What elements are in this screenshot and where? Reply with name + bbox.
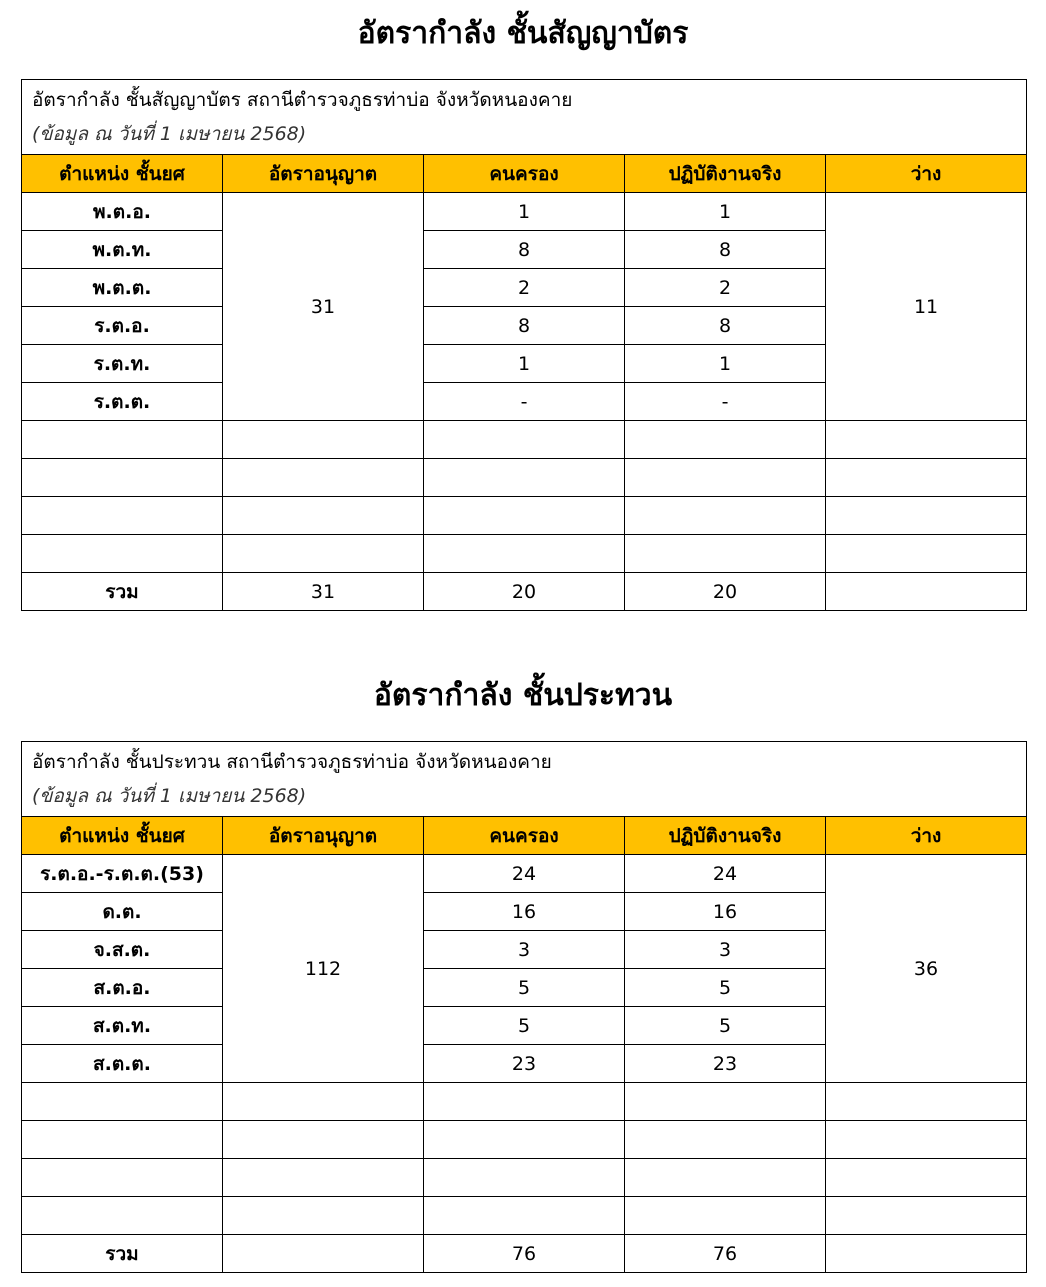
rank-cell: พ.ต.อ.: [22, 193, 223, 231]
empty-row: [22, 535, 1027, 573]
total-working: 20: [625, 573, 826, 611]
holding-cell: 23: [424, 1045, 625, 1083]
header-vacant: ว่าง: [826, 155, 1027, 193]
rank-cell: พ.ต.ท.: [22, 231, 223, 269]
working-cell: 24: [625, 855, 826, 893]
empty-cell: [424, 421, 625, 459]
empty-row: [22, 1197, 1027, 1235]
empty-cell: [424, 1121, 625, 1159]
holding-cell: 5: [424, 969, 625, 1007]
empty-row: [22, 1121, 1027, 1159]
working-cell: 5: [625, 1007, 826, 1045]
header-working: ปฏิบัติงานจริง: [625, 817, 826, 855]
holding-cell: 16: [424, 893, 625, 931]
empty-cell: [625, 1121, 826, 1159]
empty-row: [22, 421, 1027, 459]
empty-cell: [625, 535, 826, 573]
empty-cell: [223, 1159, 424, 1197]
total-allowed: [223, 1235, 424, 1273]
allowed-cell: 31: [223, 193, 424, 421]
rank-cell: จ.ส.ต.: [22, 931, 223, 969]
allowed-cell: 112: [223, 855, 424, 1083]
empty-cell: [223, 1121, 424, 1159]
empty-cell: [826, 421, 1027, 459]
header-row: [22, 155, 1027, 193]
holding-cell: 8: [424, 307, 625, 345]
vacant-cell: 36: [826, 855, 1027, 1083]
header-vacant: ว่าง: [826, 817, 1027, 855]
working-cell: 1: [625, 193, 826, 231]
empty-cell: [625, 421, 826, 459]
empty-cell: [22, 1197, 223, 1235]
total-vacant: [826, 1235, 1027, 1273]
empty-cell: [22, 497, 223, 535]
caption-date: (ข้อมูล ณ วันที่ 1 เมษายน 2568): [32, 785, 307, 807]
empty-cell: [826, 1159, 1027, 1197]
total-label: รวม: [22, 573, 223, 611]
empty-cell: [223, 497, 424, 535]
empty-cell: [826, 535, 1027, 573]
empty-cell: [424, 535, 625, 573]
working-cell: 16: [625, 893, 826, 931]
holding-cell: 5: [424, 1007, 625, 1045]
empty-cell: [625, 497, 826, 535]
empty-cell: [424, 1083, 625, 1121]
empty-cell: [424, 459, 625, 497]
noncommissioned-table: [21, 741, 1027, 1273]
empty-cell: [424, 497, 625, 535]
section-title-commissioned: อัตรากำลัง ชั้นสัญญาบัตร: [357, 16, 689, 51]
header-rank: ตำแหน่ง ชั้นยศ: [22, 155, 223, 193]
working-cell: 23: [625, 1045, 826, 1083]
header-holding: คนครอง: [424, 155, 625, 193]
rank-cell: ส.ต.ท.: [22, 1007, 223, 1045]
empty-cell: [223, 459, 424, 497]
section-title-noncommissioned: อัตรากำลัง ชั้นประทวน: [373, 678, 673, 713]
empty-cell: [826, 497, 1027, 535]
empty-cell: [223, 1083, 424, 1121]
table-caption-row: [22, 742, 1027, 817]
header-row: [22, 817, 1027, 855]
commissioned-table: [21, 79, 1027, 611]
total-label: รวม: [22, 1235, 223, 1273]
holding-cell: 8: [424, 231, 625, 269]
empty-cell: [22, 459, 223, 497]
rank-cell: ร.ต.อ.: [22, 307, 223, 345]
rank-cell: ร.ต.ท.: [22, 345, 223, 383]
header-allowed: อัตราอนุญาต: [223, 817, 424, 855]
holding-cell: 1: [424, 193, 625, 231]
header-rank: ตำแหน่ง ชั้นยศ: [22, 817, 223, 855]
empty-cell: [223, 421, 424, 459]
rank-cell: ส.ต.ต.: [22, 1045, 223, 1083]
table-row: [22, 855, 1027, 893]
holding-cell: 24: [424, 855, 625, 893]
empty-cell: [826, 1121, 1027, 1159]
vacant-cell: 11: [826, 193, 1027, 421]
header-allowed: อัตราอนุญาต: [223, 155, 424, 193]
working-cell: -: [625, 383, 826, 421]
empty-cell: [22, 1121, 223, 1159]
table-caption-row: [22, 80, 1027, 155]
total-holding: 20: [424, 573, 625, 611]
caption-text: อัตรากำลัง ชั้นประทวน สถานีตำรวจภูธรท่าบ่อ จังหวัดหนองคาย: [32, 751, 552, 773]
working-cell: 5: [625, 969, 826, 1007]
empty-cell: [223, 1197, 424, 1235]
holding-cell: 1: [424, 345, 625, 383]
caption-text: อัตรากำลัง ชั้นสัญญาบัตร สถานีตำรวจภูธรท่าบ่อ จังหวัดหนองคาย: [32, 89, 573, 111]
total-vacant: [826, 573, 1027, 611]
rank-cell: พ.ต.ต.: [22, 269, 223, 307]
empty-cell: [625, 459, 826, 497]
empty-cell: [826, 459, 1027, 497]
working-cell: 8: [625, 231, 826, 269]
empty-cell: [625, 1083, 826, 1121]
rank-cell: ร.ต.ต.: [22, 383, 223, 421]
rank-cell: ด.ต.: [22, 893, 223, 931]
empty-cell: [22, 535, 223, 573]
empty-cell: [625, 1197, 826, 1235]
empty-cell: [826, 1197, 1027, 1235]
rank-cell: ส.ต.อ.: [22, 969, 223, 1007]
header-working: ปฏิบัติงานจริง: [625, 155, 826, 193]
total-working: 76: [625, 1235, 826, 1273]
working-cell: 3: [625, 931, 826, 969]
holding-cell: 3: [424, 931, 625, 969]
table-row: [22, 193, 1027, 231]
working-cell: 8: [625, 307, 826, 345]
empty-cell: [22, 1083, 223, 1121]
empty-cell: [424, 1197, 625, 1235]
total-holding: 76: [424, 1235, 625, 1273]
holding-cell: 2: [424, 269, 625, 307]
total-allowed: 31: [223, 573, 424, 611]
total-row: [22, 1235, 1027, 1273]
caption-date: (ข้อมูล ณ วันที่ 1 เมษายน 2568): [32, 123, 307, 145]
empty-cell: [223, 535, 424, 573]
working-cell: 1: [625, 345, 826, 383]
empty-row: [22, 497, 1027, 535]
table-caption: [22, 80, 1027, 155]
empty-cell: [22, 1159, 223, 1197]
empty-cell: [625, 1159, 826, 1197]
header-holding: คนครอง: [424, 817, 625, 855]
working-cell: 2: [625, 269, 826, 307]
holding-cell: -: [424, 383, 625, 421]
empty-cell: [826, 1083, 1027, 1121]
empty-row: [22, 1159, 1027, 1197]
table-caption: [22, 742, 1027, 817]
empty-row: [22, 459, 1027, 497]
total-row: [22, 573, 1027, 611]
empty-cell: [424, 1159, 625, 1197]
rank-cell: ร.ต.อ.-ร.ต.ต.(53): [22, 855, 223, 893]
empty-cell: [22, 421, 223, 459]
empty-row: [22, 1083, 1027, 1121]
